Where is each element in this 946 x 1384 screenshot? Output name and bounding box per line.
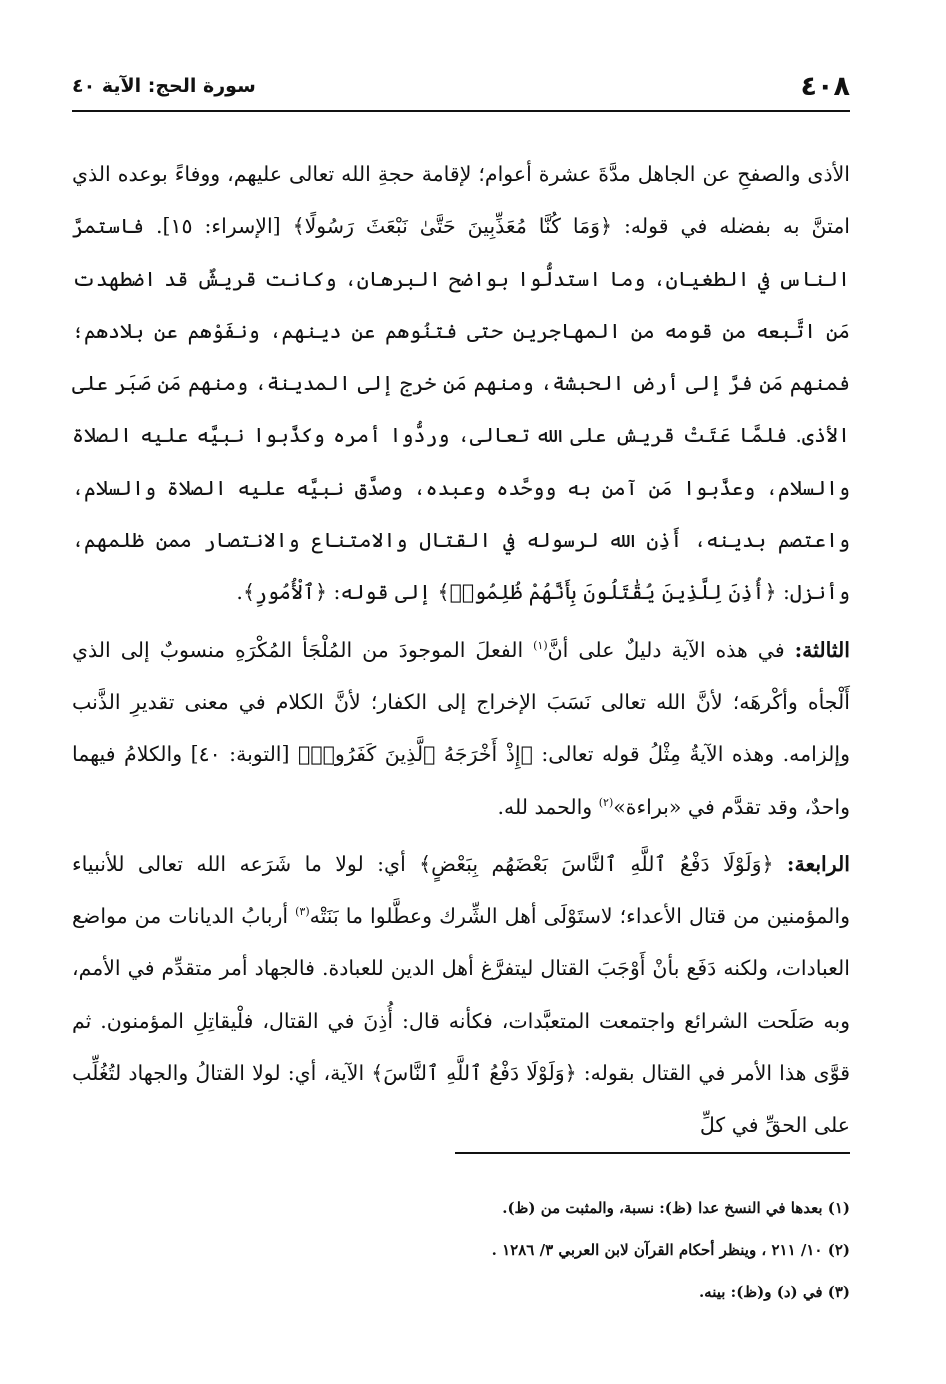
paragraph-2-part-a: في هذه الآية دليلٌ على أنَّ	[547, 637, 795, 662]
paragraph-2-part-c: والحمد لله.	[497, 794, 599, 819]
footnote-rule	[455, 1152, 850, 1154]
header-rule	[72, 110, 850, 112]
footnote-2: (٢) ١٠/ ٢١١ ، وينظر أحكام القرآن لابن العربي ٣/ ١٢٨٦ .	[491, 1241, 850, 1259]
paragraph-1: الأذى والصفحِ عن الجاهل مدَّةَ عشرة أعوام؛ لإقامة حجةِ الله تعالى عليهم، ووفاءً بوعده الذي امتنَّ به بفضله في قوله: ﴿وَمَا كُنَّا مُعَذِّبِينَ حَتَّىٰ نَبْعَثَ رَسُولًا﴾ [الإسراء: ١٥]. فاستمرَّ الناس في الطغيان، وما استدلُّوا بواضح البرهان، وكانت قريشٌ قد اضطهدت مَن اتَّبعه من قومه من المهاجرين حتى فتنُوهم عن دينهم، ونفَوْهم عن بلادهم؛ فمنهم مَن فرَّ إلى أرض الحبشة، ومنهم مَن خرج إلى المدينة، ومنهم مَن صَبَر على الأذى. فلمَّا عَتَتْ قريش على الله تعالى، وردُّوا أمره وكذَّبوا نبيَّه عليه الصلاة والسلام، وعذَّبوا مَن آمن به ووحَّده وعبده، وصدَّق نبيَّه عليه الصلاة والسلام، واعتصم بدينه، أَذِن الله لرسوله في القتال والامتناع والانتصار ممن ظلمهم، وأنزل: ﴿أُذِنَ لِلَّذِينَ يُقَٰتَلُونَ بِأَنَّهُمْ ظُلِمُوا۟﴾ إلى قوله: ﴿ٱلْأُمُورِ﴾.	[72, 162, 850, 605]
main-text	[72, 148, 850, 1152]
paragraph-2-part-b: الفعلَ الموجودَ من المُلْجَأ المُكْرَهِ منسوبٌ إلى الذي أَلْجأه وأكْرهَه؛ لأنَّ الله تعالى نَسَبَ الإخراج إلى الكفار؛ لأنَّ الكلام في معنى تقديرِ الذَّنب وإلزامه. وهذه الآيةُ مِثْلُ قوله تعالى: ﴿إِذْ أَخْرَجَهُ ٱلَّذِينَ كَفَرُوا۟﴾ [التوبة: ٤٠] والكلامُ فيهما واحدٌ، وقد تقدَّم في «براءة»	[72, 637, 850, 819]
paragraph-3-part-a: ﴿وَلَوْلَا دَفْعُ ٱللَّهِ ٱلنَّاسَ بَعْضَهُم بِبَعْضٍ﴾ أي: لولا ما شَرَعه الله تعالى للأنبياء والمؤمنين من قتال الأعداء؛ لاستَوْلَى أهل الشِّرك وعطَّلوا ما بَنَتْه	[72, 851, 850, 929]
paragraph-3-part-b: أربابُ الديانات من مواضع العبادات، ولكنه دَفَع بأنْ أَوْجَبَ القتال ليتفرَّغ أهل الدين للعبادة. فالجهاد أمر متقدِّم في الأمم، وبه صَلَحت الشرائع واجتمعت المتعبَّدات، فكأنه قال: أُذِنَ في القتال، فلْيقاتِلِ المؤمنون. ثم قوَّى هذا الأمر في القتال بقوله: ﴿وَلَوْلَا دَفْعُ ٱللَّهِ ٱلنَّاسَ﴾ الآية، أي: لولا القتالُ والجهاد لتُغُلِّب على الحقِّ في كلِّ	[72, 904, 850, 1138]
paragraph-2	[72, 624, 850, 833]
footnote-1: (١) بعدها في النسخ عدا (ظ): نسبة، والمثبت من (ظ).	[502, 1199, 850, 1217]
section-lead-fourth: الرابعة:	[786, 851, 850, 876]
running-title: سورة الحج: الآية ٤٠	[72, 75, 256, 97]
paragraph-3	[72, 838, 850, 1152]
page-header	[72, 66, 850, 106]
footnotes	[72, 1187, 850, 1313]
footnote-ref-3[interactable]: (٣)	[295, 905, 310, 919]
page-number: ٤٠٨	[800, 70, 850, 102]
footnote-3: (٣) في (د) و(ظ): بينه.	[698, 1283, 850, 1301]
section-lead-third: الثالثة:	[794, 637, 850, 662]
footnote-ref-1[interactable]: (١)	[533, 638, 548, 652]
footnote-ref-2[interactable]: (٢)	[598, 795, 614, 809]
